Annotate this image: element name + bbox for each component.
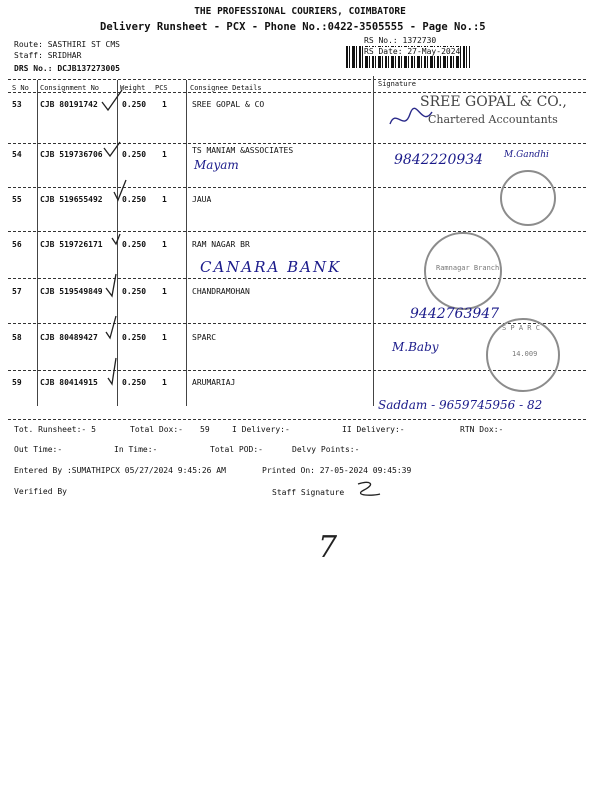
row-divider — [8, 231, 586, 232]
route-label: Route: SASTHIRI ST CMS — [14, 40, 120, 49]
check-mark-icon — [106, 316, 116, 338]
handwritten-bank: CANARA BANK — [200, 258, 342, 276]
row-divider — [8, 187, 586, 188]
row-sno: 56 — [12, 240, 22, 249]
check-mark-icon — [104, 142, 120, 156]
row-weight: 0.250 — [122, 378, 147, 387]
row-pcs: 1 — [162, 287, 167, 296]
sparc-seal-date: 14.009 — [512, 350, 538, 358]
handwritten-name: M.Gandhi — [504, 150, 549, 160]
row-divider — [8, 143, 586, 144]
row-sno: 54 — [12, 150, 22, 159]
col-weight: Weight — [120, 84, 146, 92]
row-pcs: 1 — [162, 240, 167, 249]
row-weight: 0.250 — [122, 100, 147, 109]
check-mark-icon — [106, 274, 116, 296]
check-mark-icon — [112, 234, 120, 244]
rs-date: RS Date: 27-May-2024 — [364, 47, 461, 56]
row-consignee: SREE GOPAL & CO — [192, 100, 265, 109]
printed-on: Printed On: 27-05-2024 09:45:39 — [262, 466, 412, 475]
row-consignment: CJB 80191742 — [40, 100, 98, 109]
sparc-seal-arc: S P A R C — [502, 324, 540, 332]
row-pcs: 1 — [162, 333, 167, 342]
row-sno: 55 — [12, 195, 22, 204]
staff-label: Staff: SRIDHAR — [14, 51, 82, 60]
row-consignment: CJB 80414915 — [40, 378, 98, 387]
total-dox-value: 59 — [200, 425, 210, 434]
col-consignee: Consignee Details — [190, 84, 262, 92]
company-title: THE PROFESSIONAL COURIERS, COIMBATORE — [194, 6, 406, 17]
handwritten-page-number: 7 — [318, 530, 338, 565]
row-weight: 0.250 — [122, 333, 147, 342]
col-signature: Signature — [378, 80, 416, 88]
row-weight: 0.250 — [122, 195, 147, 204]
row-sno: 59 — [12, 378, 22, 387]
seal-stamp-icon — [500, 170, 556, 226]
row-sno: 53 — [12, 100, 22, 109]
row-weight: 0.250 — [122, 287, 147, 296]
row-sno: 58 — [12, 333, 22, 342]
check-marks — [100, 88, 130, 418]
row-consignment: CJB 519549849 — [40, 287, 103, 296]
drs-number: DRS No.: DCJB137273005 — [14, 64, 120, 73]
row-consignment: CJB 519736706 — [40, 150, 103, 159]
stamp-sree-gopal-sub: Chartered Accountants — [428, 113, 558, 126]
staff-signature-mark — [354, 478, 384, 502]
handwritten-phone: 9442763947 — [410, 306, 500, 322]
header-divider-bottom — [8, 92, 586, 93]
rs-number: RS No.: 1372730 — [364, 36, 437, 45]
rtn-dox: RTN Dox:- — [460, 425, 504, 434]
row-pcs: 1 — [162, 150, 167, 159]
col-line — [37, 80, 38, 406]
row-divider — [8, 323, 586, 324]
row-consignment: CJB 519726171 — [40, 240, 103, 249]
check-mark-icon — [102, 90, 122, 110]
header-divider-top — [8, 79, 586, 80]
col-pcs: PCS — [155, 84, 168, 92]
ii-delivery: II Delivery:- — [342, 425, 405, 434]
total-pod: Total POD:- — [210, 445, 263, 454]
i-delivery: I Delivery:- — [232, 425, 290, 434]
col-line — [186, 80, 187, 406]
row-consignee: CHANDRAMOHAN — [192, 287, 250, 296]
row-pcs: 1 — [162, 100, 167, 109]
verified-by: Verified By — [14, 487, 67, 496]
row-divider — [8, 419, 586, 420]
out-time: Out Time:- — [14, 445, 63, 454]
row-weight: 0.250 — [122, 240, 147, 249]
row-pcs: 1 — [162, 195, 167, 204]
delvy-points: Delvy Points:- — [292, 445, 360, 454]
handwritten-note: Saddam - 9659745956 - 82 — [378, 398, 543, 412]
handwritten-signature: M.Baby — [392, 340, 439, 354]
check-mark-icon — [114, 180, 126, 200]
row-pcs: 1 — [162, 378, 167, 387]
col-consignment: Consignment No — [40, 84, 100, 92]
row-weight: 0.250 — [122, 150, 147, 159]
row-consignee: ARUMARIAJ — [192, 378, 236, 387]
row-consignee: RAM NAGAR BR — [192, 240, 250, 249]
handwritten-signature: Mayam — [194, 158, 239, 172]
row-sno: 57 — [12, 287, 22, 296]
row-consignment: CJB 519655492 — [40, 195, 103, 204]
entered-by: Entered By :SUMATHIPCX 05/27/2024 9:45:26 AM — [14, 466, 226, 475]
row-consignee: SPARC — [192, 333, 217, 342]
row-consignment: CJB 80489427 — [40, 333, 98, 342]
stamp-sree-gopal-name: SREE GOPAL & CO., — [420, 94, 567, 110]
runsheet-title: Delivery Runsheet - PCX - Phone No.:0422-3505555 - Page No.:5 — [100, 21, 486, 33]
row-consignee: TS MANIAM &ASSOCIATES — [192, 146, 294, 155]
bank-seal-branch: Ramnagar Branch — [436, 264, 500, 272]
handwritten-phone: 9842220934 — [394, 152, 484, 168]
col-sno: S No — [12, 84, 29, 92]
in-time: In Time:- — [114, 445, 158, 454]
col-line — [373, 76, 374, 406]
tot-runsheet: Tot. Runsheet:- 5 — [14, 425, 96, 434]
total-dox-label: Total Dox:- — [130, 425, 183, 434]
row-consignee: JAUA — [192, 195, 212, 204]
check-mark-icon — [108, 358, 116, 384]
staff-signature-label: Staff Signature — [272, 488, 345, 497]
